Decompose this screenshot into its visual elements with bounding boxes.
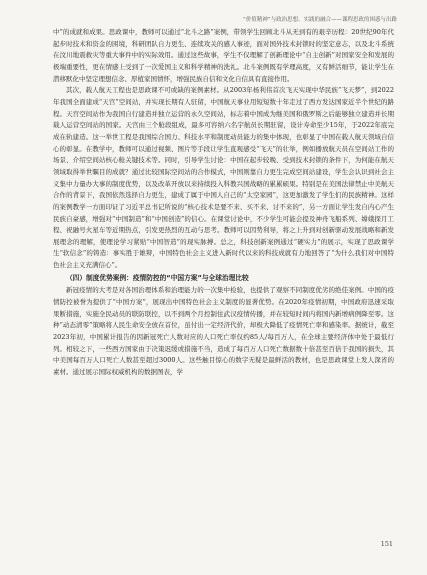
paragraph-continued: 中”的成就和成果。思政课中，教师可以通过“北斗之路”案例，带领学生回顾北斗从无到有的艰辛历程：20世纪90年代起步时技术和资金的困境，科研团队自力更生、连续攻关的感人事迹，面对国外技术封锁时的坚定意志，以及北斗系统在汶川地震救灾等重大事件中的实际效用。通过这些故事，学生不仅理解了创新理论中“自主创新”对国家安全和发展的极端重要性，更在情感上受到了一次爱国主义和科学精神的洗礼。北斗案例既有学理高度，又有鲜活细节，能让学生在潜移默化中坚定理想信念、厚植家国情怀，增强民族自信和文化自信具有直接作用。 (53, 28, 394, 83)
page-number: 151 (380, 540, 393, 548)
running-header: “价值精神”与政治思想、实践的融合——课程思政的困惑与出路 (242, 17, 397, 23)
section-heading: （四）制度优势案例：疫情防控的“中国方案”与全球治理比较 (66, 273, 249, 282)
paragraph: 其次，载人航天工程也是思政课不可或缺的案例素材。从2003年杨利伟首次飞天实现中华民族“飞天梦”，到2022年我国全面建成“天宫”空间站，并实现长期有人驻留，中国航天事业用短短数十年走过了西方发达国家近半个世纪的路程。天宫空间站作为我国自行建造并独立运营的永久空间站，标志着中国成为继美国和俄罗斯之后能够独立建造并长期载人运营空间站的国家。天宫由三个舱段组成，最多可容纳六名宇航员长期驻留，设计寿命至少15年，于2022年底完成在轨建造。这一举世工程是我国综合国力、科技水平和制度动员能力的集中体现，也彰显了中国在载人航天领域自信心的彰显。在教学中，教师可以通过视频、图片等手段让学生直观感受“飞天”的壮举，例如播放航天员在空间站工作的场景、介绍空间站核心舱关键技术等。同时，引导学生讨论：中国在起步较晚、受到技术封锁的条件下，为何能在航天领域取得举世瞩目的成就？通过比较国际空间站的合作模式，中国则靠自力更生完成空间站建设，学生会认识到社会主义集中力量办大事的制度优势，以及改革开放以来持续投入科教兴国战略的累累硕果。特别是在美国法律禁止中美航天合作的背景下，我国依然选择自力更生，建成了属于中国人自己的“太空家园”，这更加激发了学生们的民族精神。这样的案例教学一方面印证了习近平总书记所说的“核心技术是要不来、买不来、讨不来的”，另一方面让学生发自内心产生民族自豪感，增强对“中国制造”和“中国创造”的信心。在课堂讨论中，不少学生可能会提及神舟飞船系列、嫦娥探月工程、祝融号火星车等近期热点，引发更热烈的互动与思考。教师可以因势利导，将之上升到对创新驱动发展战略和新发展理念的理解，使理论学习紧贴“中国智造”的现实脉搏。总之，科技创新案例通过“硬实力”的展示，实现了思政课学生“软信念”的铸造：事实胜于雄辩，中国特色社会主义进入新时代以来的科技成就有力地回答了“为什么我们对中国特色社会主义充满信心”。 (53, 86, 394, 270)
paragraph: 新冠疫情的大考是对各国治理体系和治理能力的一次集中检验，也提供了观察不同制度优劣的绝佳案例。中国的疫情防控被誉为提供了“中国方案”，展现出中国特色社会主义制度的显著优势。在2020年疫情初期，中国政府迅速采取果断措施，实施全民动员的联防联控，以不到两个月控制住武汉疫情传播，并在较短时间内将国内新增病例降至零。这种“动态清零”策略将人民生命安全放在首位，虽付出一定经济代价，却极大降低了疫情死亡率和感染率。据统计，截至2023年初，中国累计报告的因新冠死亡人数对应的人口死亡率仅约85人/每百万人，在全球主要经济体中处于最低行列。相较之下，一些西方国家由于决策迟缓或措施不当，造成了每百万人口死亡数据数十倍甚至百倍于我国的损失，其中美国每百万人口死亡人数甚至超过3000人。这些触目惊心的数字无疑是最鲜活的教材，也是思政课堂上发人深省的素材。通过展示国际权威机构的数据图表，学 (53, 286, 394, 377)
body-text (53, 27, 394, 379)
